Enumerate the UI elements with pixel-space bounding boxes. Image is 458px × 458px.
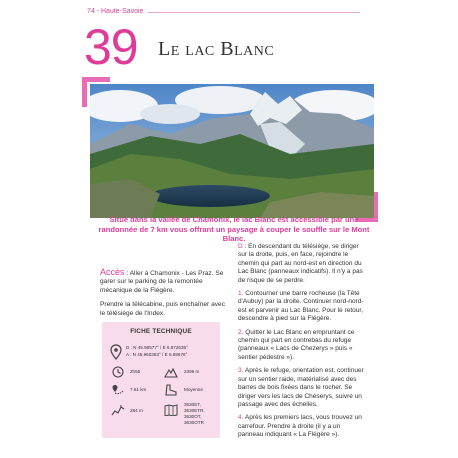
map-ref-1: 3530ET, (184, 402, 201, 407)
step-start (238, 243, 364, 285)
location-pin-icon (110, 344, 122, 360)
access-text-1: : Aller à Chamonix - Les Praz. Se garer sur le parking de la remontée mécanique de la Flégère. (100, 270, 224, 294)
duration-value: 2h55 (130, 369, 141, 374)
fiche-technique-box (102, 322, 220, 438)
elevation-value: 284 m (130, 408, 143, 413)
step-1-number: 1. (238, 290, 244, 298)
access-section (100, 268, 230, 324)
step-2 (238, 329, 364, 363)
mountain-landscape-image (90, 84, 374, 218)
step-start-text: : En descendant du télésiège, se diriger sur la droite, puis, en face, rejoindre le chemin qui part au nord-est en direction du Lac Blanc (panneaux indicatifs). Il n'y a pas de risque de se perdre. (238, 243, 363, 284)
access-keyword: Accès (100, 267, 125, 277)
route-title: Le lac Blanc (158, 38, 275, 60)
step-1 (238, 290, 364, 324)
mountain-altitude-icon (164, 366, 178, 378)
step-3-text: Après le refuge, orientation est, continuer sur un sentier raide, matérialisé avec des barres de bois fixées dans le rocher. Se diriger vers les lacs de Chéserys, suivre un passage avec des échelles. (238, 367, 364, 408)
header-rule (148, 12, 360, 13)
hiking-boot-icon (164, 384, 178, 396)
lake-photo (90, 84, 374, 218)
step-2-text: Quitter le Lac Blanc en empruntant ce chemin qui part en contrebas du refuge (panneaux « Lacs de Chezerys » puis « sentier pédestre »). (238, 328, 355, 361)
intro-text: Situé dans la vallée de Chamonix, le lac Blanc est accessible par une randonnée de 7 km vous offrant un paysage à couper le souffle sur le Mont Blanc. (98, 215, 370, 244)
difficulty-value: Moyenne (184, 387, 203, 392)
route-number: 39 (84, 19, 138, 75)
step-start-label: D (238, 243, 243, 250)
distance-value: 7.61 km (130, 387, 147, 392)
access-text-2: Prendre la télécabine, puis enchaîner avec le télésiège de l'Index. (100, 301, 225, 317)
elevation-gain-icon (111, 404, 125, 416)
map-ref-2: 3530ETR, (184, 408, 205, 413)
step-4-text: Après les premiers lacs, vous trouvez un carrefour. Prendre à droite (il y a un panneau indiquant « La Flégère »). (238, 414, 362, 439)
route-distance-icon (111, 384, 125, 396)
map-icon (164, 404, 178, 416)
step-4 (238, 414, 364, 439)
coord-start: D : N 45.96577° / E 6.872635° (126, 345, 188, 350)
step-4-number: 4. (238, 414, 244, 422)
altitude-value: 2399 m (184, 369, 200, 374)
map-ref-4: 3630OTR (184, 420, 204, 425)
directions-column (238, 243, 364, 445)
map-ref-3: 3630OT, (184, 414, 202, 419)
step-3 (238, 367, 364, 409)
access-paragraph (100, 268, 230, 295)
fiche-title: FICHE TECHNIQUE (130, 328, 192, 335)
coord-arrival: A : N 45.960363° / E 6.88676° (126, 352, 188, 357)
clock-icon (112, 366, 124, 378)
page-header: 74 - Haute-Savoie (87, 8, 144, 15)
step-3-number: 3. (238, 367, 244, 375)
step-1-text: Contourner une barre rocheuse (la Tête d'Aubuy) par la droite. Continuer nord-nord-est et parvenir au Lac Blanc. Pour le retour, descendre à pied sur la Flégère. (238, 290, 364, 323)
step-2-number: 2. (238, 328, 244, 336)
